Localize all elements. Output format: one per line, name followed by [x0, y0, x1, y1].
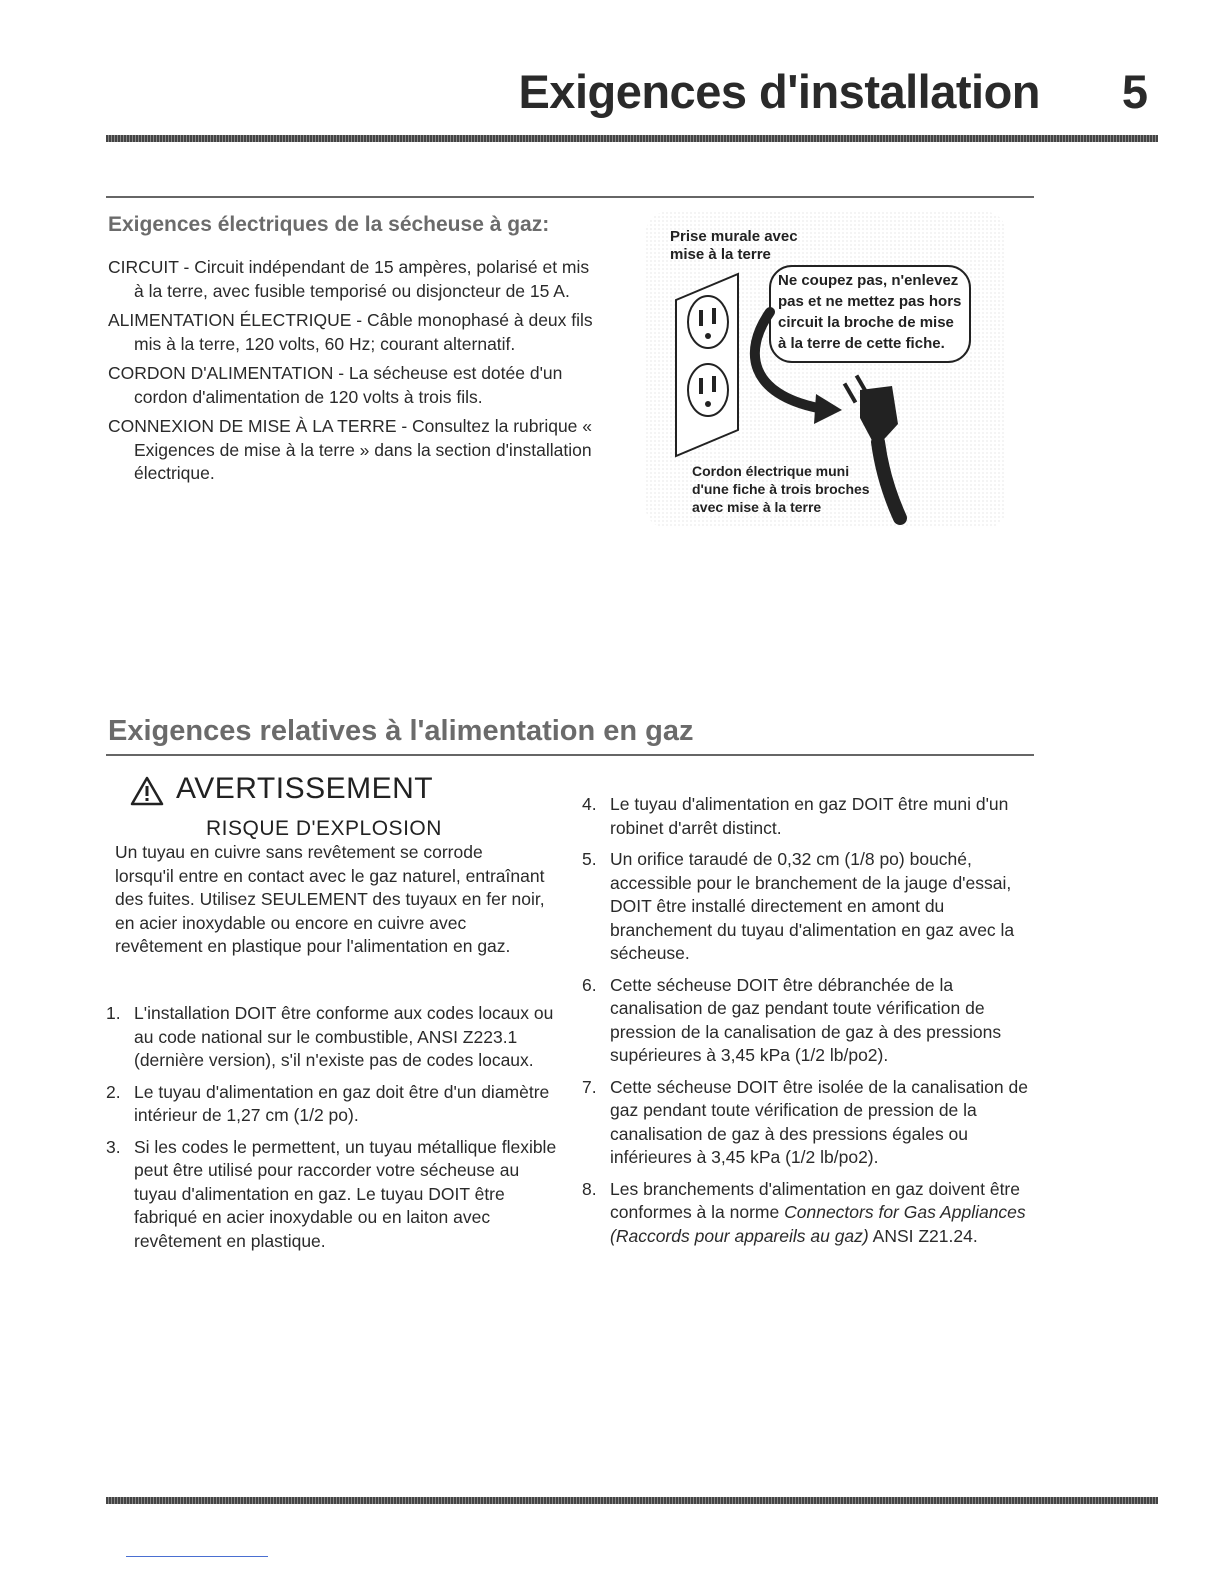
footer-link-underline	[126, 1556, 268, 1557]
list-item	[582, 974, 1040, 1068]
header-rule	[106, 135, 1158, 142]
list-text: Cette sécheuse DOIT être isolée de la canalisation de gaz pendant toute vérification de pression de la canalisation de gaz à des pressions égales ou inférieures à 3,45 kPa (1/2 lb/po2).	[610, 1076, 1028, 1167]
list-item: CONNEXION DE MISE À LA TERRE - Consultez la rubrique « Exigences de mise à la terre » dans la section d'installation électrique.	[108, 416, 593, 483]
callout-line: pas et ne mettez pas hors	[778, 293, 962, 310]
list-number: 2.	[106, 1081, 121, 1102]
list-item: CIRCUIT - Circuit indépendant de 15 ampères, polarisé et mis à la terre, avec fusible temporisé ou disjoncteur de 15 A.	[108, 257, 590, 301]
callout-line: Ne coupez pas, n'enlevez	[778, 272, 959, 289]
footer-rule	[106, 1497, 1158, 1504]
list-number: 5.	[582, 849, 597, 869]
list-text-italic: Connectors for Gas Appliances (Raccords pour appareils au gaz)	[610, 1202, 1026, 1246]
outlet-receptacle-bottom	[688, 364, 728, 416]
list-text: Le tuyau d'alimentation en gaz doit être d'un diamètre intérieur de 1,27 cm (1/2 po).	[134, 1081, 550, 1125]
list-item: CORDON D'ALIMENTATION - La sécheuse est dotée d'un cordon d'alimentation de 120 volts à trois fils.	[108, 363, 563, 407]
callout-line: circuit la broche de mise	[778, 314, 954, 331]
outlet-label-line: Prise murale avec	[670, 228, 798, 245]
gas-heading: Exigences relatives à l'alimentation en gaz	[108, 715, 694, 747]
cord-label-line: Cordon électrique muni	[692, 463, 850, 479]
list-text: Cette sécheuse DOIT être débranchée de la canalisation de gaz pendant toute vérification de pression de la canalisation de gaz à des pressions supérieures à 3,45 kPa (1/2 lb/po2).	[610, 974, 1002, 1065]
cord-label-line: d'une fiche à trois broches	[692, 481, 870, 497]
list-number: 1.	[106, 1003, 121, 1023]
warning-triangle-icon	[130, 776, 164, 806]
list-item	[582, 1076, 1040, 1170]
section-rule-top	[106, 196, 1034, 198]
electrical-heading: Exigences électriques de la sécheuse à gaz:	[108, 213, 550, 236]
list-number: 8.	[582, 1178, 597, 1199]
list-item	[582, 1178, 1040, 1249]
list-number: 4.	[582, 794, 597, 814]
list-item	[106, 1136, 558, 1254]
list-number: 3.	[106, 1136, 121, 1157]
gas-list-right	[582, 793, 1040, 1256]
list-text: Les branchements d'alimentation en gaz doivent être conformes à la norme	[610, 1178, 1020, 1222]
list-number: 7.	[582, 1076, 597, 1097]
list-item: ALIMENTATION ÉLECTRIQUE - Câble monophasé à deux fils mis à la terre, 120 volts, 60 Hz; courant alternatif.	[108, 310, 593, 354]
gas-heading-rule	[106, 754, 1034, 756]
gas-list-left	[106, 1002, 558, 1261]
electrical-requirements	[108, 256, 596, 492]
outlet-label-line: mise à la terre	[670, 246, 771, 263]
list-number: 6.	[582, 974, 597, 995]
list-text: Si les codes le permettent, un tuyau métallique flexible peut être utilisé pour raccorder votre sécheuse au tuyau d'alimentation en gaz. Le tuyau DOIT être fabriqué en acier inoxydable ou en laiton avec revêtement en plastique.	[134, 1136, 557, 1251]
page-title: Exigences d'installation	[518, 65, 1040, 118]
list-item	[582, 848, 1040, 966]
warning-title: AVERTISSEMENT	[176, 772, 434, 805]
list-text: Le tuyau d'alimentation en gaz DOIT être muni d'un robinet d'arrêt distinct.	[610, 794, 1009, 838]
list-item	[582, 793, 1040, 840]
list-text: Un orifice taraudé de 0,32 cm (1/8 po) bouché, accessible pour le branchement de la jauge d'essai, DOIT être installé directement en amont du branchement du tuyau d'alimentation en gaz avec la sécheuse.	[610, 849, 1015, 963]
list-item	[106, 1081, 558, 1128]
list-item	[106, 1002, 558, 1073]
list-text: ANSI Z21.24.	[868, 1225, 978, 1246]
callout-line: à la terre de cette fiche.	[778, 335, 945, 352]
outlet-receptacle-top	[688, 296, 728, 348]
warning-text: Un tuyau en cuivre sans revêtement se corrode lorsqu'il entre en contact avec le gaz naturel, entraînant des fuites. Utilisez SEULEMENT des tuyaux en fer noir, en acier inoxydable ou encore en cuivre avec revêtement en plastique pour l'alimentation en gaz.	[115, 842, 545, 956]
warning-subtitle: RISQUE D'EXPLOSION	[206, 817, 442, 840]
list-text: L'installation DOIT être conforme aux codes locaux ou au code national sur le combustible, ANSI Z223.1 (dernière version), s'il n'existe pas de codes locaux.	[134, 1003, 554, 1070]
page-number: 5	[1121, 65, 1149, 118]
cord-label-line: avec mise à la terre	[692, 499, 822, 515]
outlet-plug-illustration	[646, 212, 1006, 528]
